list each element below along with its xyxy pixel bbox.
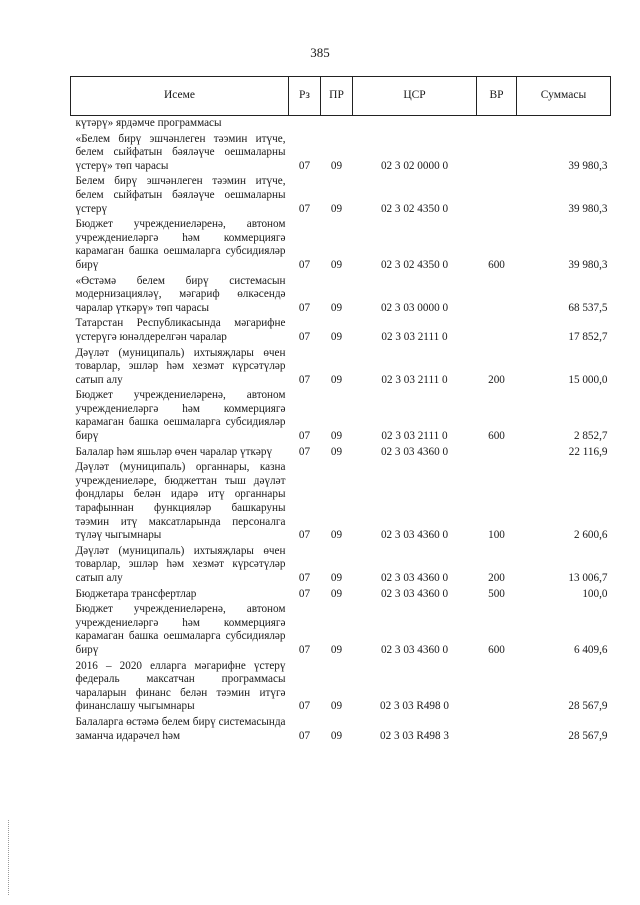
cell-name: Дәүләт (муниципаль) органнары, казна учреждениеләре, бюджеттан тыш дәүләт фондлары белән идарә итү органнары тарафыннан функцияләр башкаруны тәэмин итү максатларында персоналга түләү чыгымнары [75, 461, 286, 542]
cell-name: Дәүләт (муниципаль) ихтыяҗлары өчен товарлар, эшләр һәм хезмәт күрсәтүләр сатып алу [75, 346, 286, 386]
cell-csr: 02 3 02 4350 0 [380, 258, 449, 271]
cell-pr: 09 [330, 445, 343, 458]
cell-pr [321, 116, 353, 131]
cell-rz: 07 [298, 643, 311, 656]
table-row [71, 273, 611, 316]
cell-sum: 39 980,3 [568, 159, 608, 172]
cell-sum: 39 980,3 [568, 258, 608, 271]
header-pr: ПР [321, 77, 353, 116]
cell-rz: 07 [298, 529, 311, 542]
cell-rz: 07 [298, 258, 311, 271]
table-row [71, 444, 611, 460]
cell-name: Бюджет учреждениеләренә, автоном учреждениеләргә һәм коммерциягә карамаган башка оешмаларга субсидияләр бирү [75, 389, 286, 443]
header-csr: ЦСР [353, 77, 477, 116]
cell-sum: 28 567,9 [568, 729, 608, 742]
cell-pr: 09 [330, 587, 343, 600]
cell-sum: 15 000,0 [568, 373, 608, 386]
cell-pr: 09 [330, 430, 343, 443]
cell-sum [517, 116, 611, 131]
cell-rz: 07 [298, 430, 311, 443]
cell-vr [477, 315, 517, 344]
table-row [71, 116, 611, 131]
cell-csr: 02 3 02 0000 0 [380, 159, 449, 172]
cell-rz: 07 [298, 587, 311, 600]
cell-sum: 39 980,3 [568, 202, 608, 215]
table-body [71, 116, 611, 744]
table-row [71, 658, 611, 714]
table-row [71, 601, 611, 657]
cell-csr: 02 3 03 4360 0 [380, 529, 449, 542]
cell-vr: 200 [488, 373, 505, 386]
cell-pr: 09 [330, 258, 343, 271]
cell-name: Бюджетара трансфертлар [75, 587, 197, 600]
cell-vr [477, 173, 517, 216]
page-number: 385 [310, 45, 330, 60]
cell-vr [477, 116, 517, 131]
cell-pr: 09 [330, 301, 343, 314]
table-row [71, 714, 611, 743]
cell-sum: 13 006,7 [568, 572, 608, 584]
cell-rz: 07 [298, 445, 311, 458]
cell-name: Белем бирү эшчәнлеген тәэмин итүче, белем сыйфатын бәяләүче оешмаларны үстерү [75, 175, 286, 215]
header-vr: ВР [477, 77, 517, 116]
cell-rz: 07 [298, 202, 311, 215]
cell-rz: 07 [298, 301, 311, 314]
table-row [71, 131, 611, 174]
cell-sum: 28 567,9 [568, 700, 608, 713]
header-sum: Суммасы [517, 77, 611, 116]
cell-sum: 68 537,5 [568, 301, 608, 314]
cell-sum: 100,0 [582, 587, 608, 600]
table-row [71, 387, 611, 443]
cell-rz: 07 [298, 572, 311, 584]
cell-csr: 02 3 03 4360 0 [380, 445, 449, 458]
cell-rz: 07 [298, 373, 311, 386]
cell-rz: 07 [298, 729, 311, 742]
budget-table [70, 76, 611, 743]
cell-vr: 200 [488, 572, 505, 584]
table-row [71, 543, 611, 586]
cell-vr: 100 [488, 529, 505, 542]
cell-name: «Белем бирү эшчәнлеген тәэмин итүче, белем сыйфатын бәяләүче оешмаларны үстерү» төп чарасы [75, 132, 286, 172]
cell-name: Балалар һәм яшьләр өчен чаралар үткәрү [75, 445, 273, 458]
cell-sum: 17 852,7 [568, 330, 608, 343]
cell-pr: 09 [330, 700, 343, 713]
cell-pr: 09 [330, 729, 343, 742]
cell-csr: 02 3 02 4350 0 [380, 202, 449, 215]
table-row [71, 315, 611, 344]
cell-vr: 600 [488, 258, 505, 271]
table-row [71, 345, 611, 388]
cell-rz: 07 [298, 700, 311, 713]
header-rz: Рз [289, 77, 321, 116]
cell-csr: 02 3 03 R498 0 [380, 700, 449, 713]
table-row [71, 586, 611, 602]
cell-pr: 09 [330, 159, 343, 172]
cell-csr: 02 3 03 2111 0 [381, 330, 448, 343]
cell-pr: 09 [330, 643, 343, 656]
cell-rz [289, 116, 321, 131]
header-name: Исеме [71, 77, 289, 116]
cell-csr: 02 3 03 4360 0 [380, 572, 449, 584]
cell-vr: 600 [488, 430, 505, 443]
cell-vr [477, 714, 517, 743]
cell-name: Дәүләт (муниципаль) ихтыяҗлары өчен товарлар, эшләр һәм хезмәт күрсәтүләр сатып алу [75, 544, 286, 584]
cell-sum: 2 852,7 [573, 430, 608, 443]
cell-name: Бюджет учреждениеләренә, автоном учреждениеләргә һәм коммерциягә карамаган башка оешмаларга субсидияләр бирү [75, 603, 286, 656]
cell-vr [477, 658, 517, 714]
cell-name: Бюджет учреждениеләренә, автоном учреждениеләргә һәм коммерциягә карамаган башка оешмаларга субсидияләр бирү [75, 218, 286, 271]
cell-csr: 02 3 03 4360 0 [380, 587, 449, 600]
cell-sum: 2 600,6 [573, 529, 608, 542]
cell-sum: 6 409,6 [573, 643, 608, 656]
cell-pr: 09 [330, 572, 343, 584]
cell-vr: 500 [488, 587, 505, 600]
cell-pr: 09 [330, 373, 343, 386]
cell-rz: 07 [298, 330, 311, 343]
margin-dots [8, 820, 11, 895]
cell-name: Татарстан Республикасында мәгарифне үстерүгә юнәлдерелгән чаралар [75, 317, 286, 343]
cell-csr: 02 3 03 R498 3 [380, 729, 449, 742]
cell-pr: 09 [330, 529, 343, 542]
cell-vr: 600 [488, 643, 505, 656]
cell-csr [353, 116, 477, 131]
cell-pr: 09 [330, 202, 343, 215]
cell-name: 2016 – 2020 елларга мәгарифне үстерү федераль максатчан программасы чараларын финанс белән тәэмин итүгә финанслашу чыгымнары [75, 659, 286, 713]
cell-vr [477, 444, 517, 460]
cell-name: «Өстәмә белем бирү системасын модернизацияләү, мәгариф өлкәсендә чаралар үткәрү» төп чарасы [75, 274, 286, 314]
cell-csr: 02 3 03 2111 0 [381, 430, 448, 443]
cell-sum: 22 116,9 [568, 445, 608, 458]
cell-rz: 07 [298, 159, 311, 172]
table-row [71, 459, 611, 543]
cell-vr [477, 131, 517, 174]
cell-pr: 09 [330, 330, 343, 343]
table-row [71, 173, 611, 216]
cell-csr: 02 3 03 4360 0 [380, 643, 449, 656]
cell-csr: 02 3 03 0000 0 [380, 301, 449, 314]
table-row [71, 216, 611, 272]
cell-name: күтәрү» ярдәмче программасы [75, 117, 222, 129]
cell-csr: 02 3 03 2111 0 [381, 373, 448, 386]
cell-vr [477, 273, 517, 316]
table-header [71, 77, 611, 116]
cell-name: Балаларга өстәмә белем бирү системасында заманча идарәчел һәм [75, 715, 286, 742]
